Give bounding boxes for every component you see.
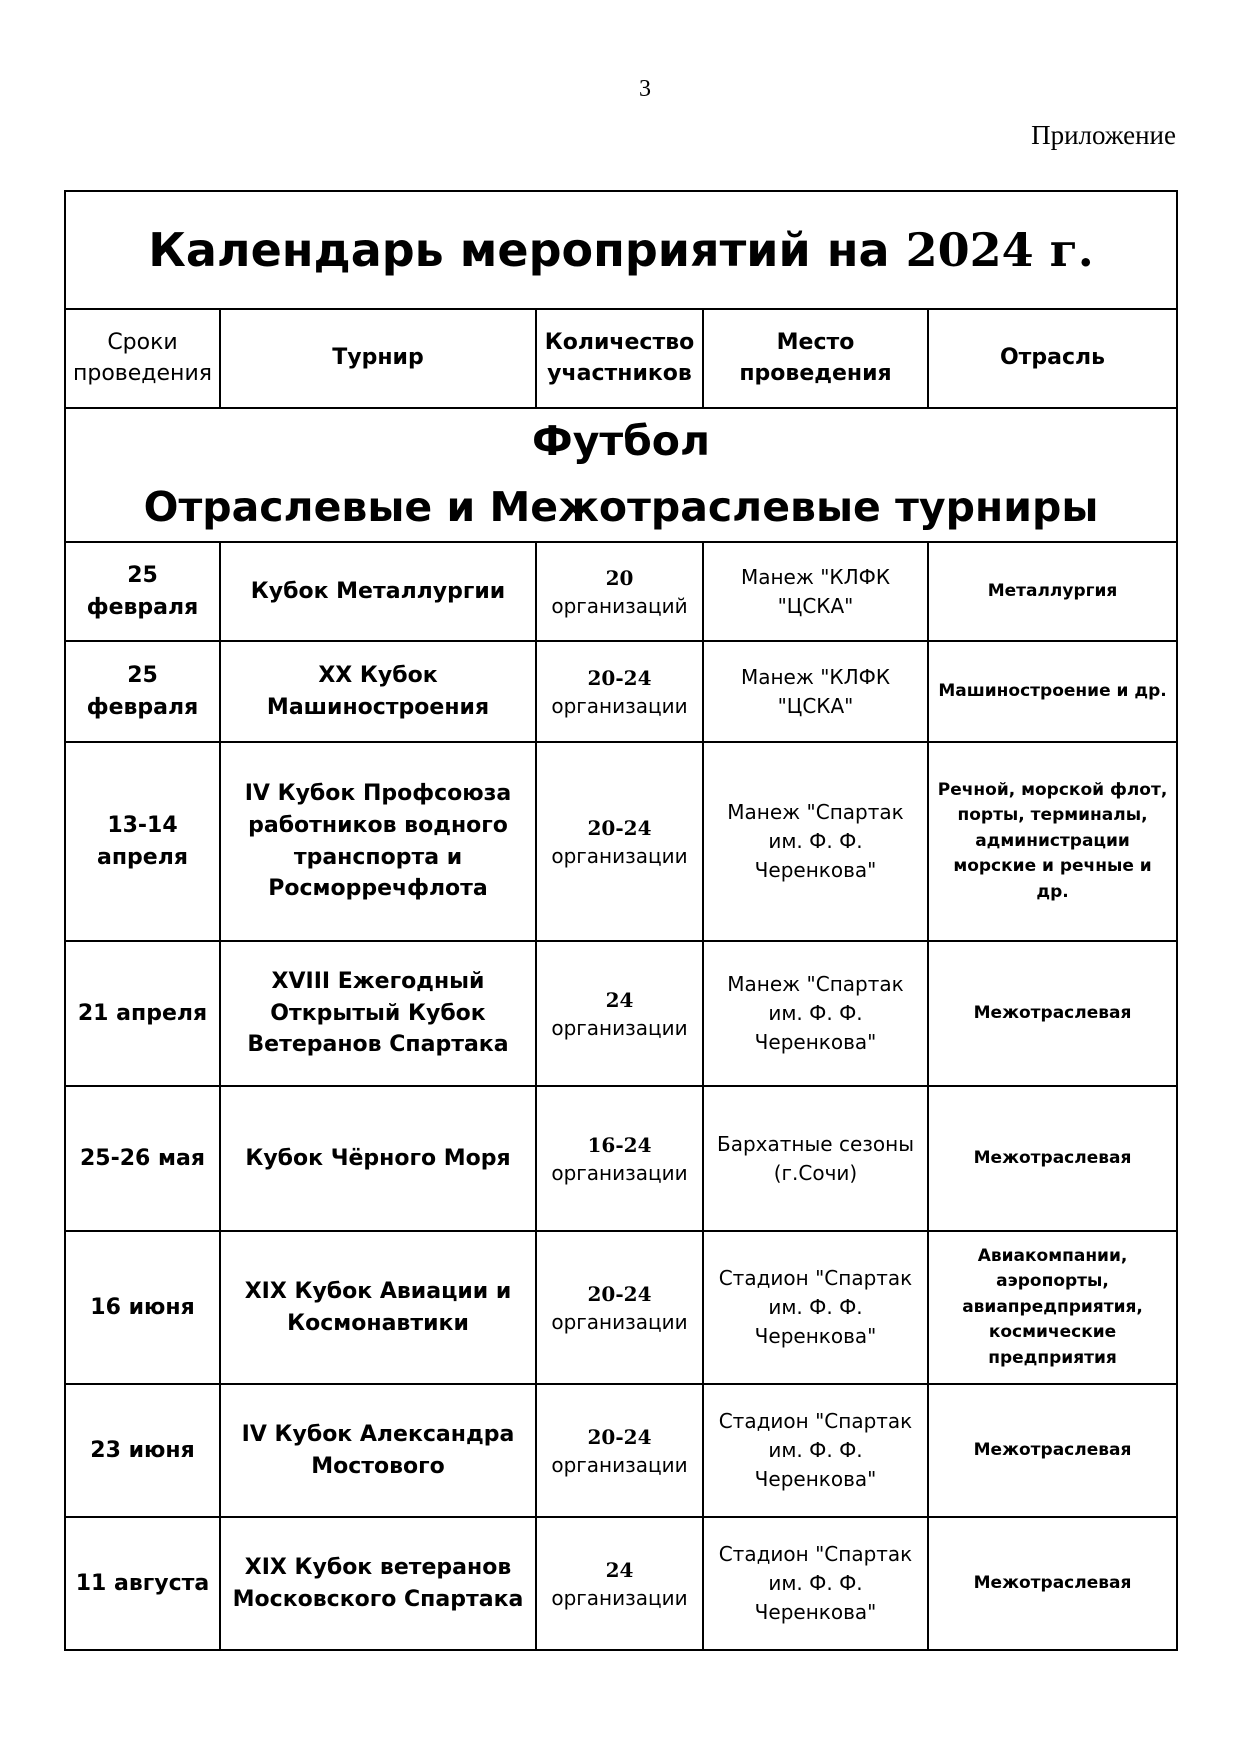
table-row <box>65 941 1177 1086</box>
participants-unit: организации <box>551 1585 688 1610</box>
participants-count: 24 <box>605 1557 634 1582</box>
table-row <box>65 1384 1177 1517</box>
event-date: 13-14 апреля <box>65 742 220 941</box>
participants-count: 20-24 <box>587 665 652 690</box>
event-tournament: Кубок Чёрного Моря <box>220 1086 536 1231</box>
event-participants <box>536 641 703 742</box>
event-industry: Авиакомпании, аэропорты, авиапредприятия, космические предприятия <box>928 1231 1177 1384</box>
column-header-participants: Количество участников <box>536 309 703 408</box>
participants-count: 20-24 <box>587 815 652 840</box>
participants-unit: организации <box>551 1160 688 1185</box>
event-date: 11 августа <box>65 1517 220 1650</box>
column-header-venue: Место проведения <box>703 309 928 408</box>
event-venue: Стадион "Спартак им. Ф. Ф. Черенкова" <box>703 1231 928 1384</box>
table-header-row <box>65 309 1177 408</box>
event-participants <box>536 542 703 641</box>
event-venue: Манеж "Спартак им. Ф. Ф. Черенкова" <box>703 742 928 941</box>
event-tournament: XIX Кубок ветеранов Московского Спартака <box>220 1517 536 1650</box>
event-industry: Межотраслевая <box>928 1517 1177 1650</box>
event-participants <box>536 1517 703 1650</box>
event-participants <box>536 941 703 1086</box>
participants-unit: организации <box>551 843 688 868</box>
participants-count: 24 <box>605 987 634 1012</box>
event-participants <box>536 1231 703 1384</box>
participants-unit: организации <box>551 1309 688 1334</box>
event-venue: Стадион "Спартак им. Ф. Ф. Черенкова" <box>703 1384 928 1517</box>
event-date: 25 февраля <box>65 542 220 641</box>
event-industry: Межотраслевая <box>928 1086 1177 1231</box>
table-row <box>65 1517 1177 1650</box>
calendar-title <box>65 191 1177 309</box>
event-industry: Речной, морской флот, порты, терминалы, администрации морские и речные и др. <box>928 742 1177 941</box>
section-heading <box>65 408 1177 542</box>
calendar-title-text: Календарь мероприятий на <box>148 223 890 277</box>
event-tournament: XIX Кубок Авиации и Космонавтики <box>220 1231 536 1384</box>
table-row <box>65 641 1177 742</box>
event-tournament: Кубок Металлургии <box>220 542 536 641</box>
participants-unit: организации <box>551 693 688 718</box>
event-industry: Машиностроение и др. <box>928 641 1177 742</box>
participants-unit: организаций <box>551 593 688 618</box>
appendix-label: Приложение <box>1031 120 1176 150</box>
event-date: 25 февраля <box>65 641 220 742</box>
participants-count: 20-24 <box>587 1424 652 1449</box>
section-subtitle: Отраслевые и Межотраслевые турниры <box>143 483 1099 531</box>
event-participants <box>536 1086 703 1231</box>
event-tournament: XVIII Ежегодный Открытый Кубок Ветеранов Спартака <box>220 941 536 1086</box>
event-venue: Манеж "Спартак им. Ф. Ф. Черенкова" <box>703 941 928 1086</box>
event-venue: Бархатные сезоны (г.Сочи) <box>703 1086 928 1231</box>
participants-unit: организации <box>551 1015 688 1040</box>
event-industry: Металлургия <box>928 542 1177 641</box>
table-row <box>65 1231 1177 1384</box>
participants-count: 16-24 <box>587 1132 652 1157</box>
table-row <box>65 1086 1177 1231</box>
event-tournament: XX Кубок Машиностроения <box>220 641 536 742</box>
event-tournament: IV Кубок Профсоюза работников водного транспорта и Росморречфлота <box>220 742 536 941</box>
calendar-title-year: 2024 г. <box>905 223 1094 277</box>
event-industry: Межотраслевая <box>928 1384 1177 1517</box>
column-header-tournament: Турнир <box>220 309 536 408</box>
event-industry: Межотраслевая <box>928 941 1177 1086</box>
participants-unit: организации <box>551 1452 688 1477</box>
event-venue: Манеж "КЛФК "ЦСКА" <box>703 641 928 742</box>
event-venue: Манеж "КЛФК "ЦСКА" <box>703 542 928 641</box>
event-tournament: IV Кубок Александра Мостового <box>220 1384 536 1517</box>
event-date: 25-26 мая <box>65 1086 220 1231</box>
participants-count: 20-24 <box>587 1281 652 1306</box>
event-date: 16 июня <box>65 1231 220 1384</box>
page-number: 3 <box>639 76 651 102</box>
event-date: 21 апреля <box>65 941 220 1086</box>
table-row <box>65 742 1177 941</box>
event-participants <box>536 742 703 941</box>
table-row <box>65 542 1177 641</box>
event-venue: Стадион "Спартак им. Ф. Ф. Черенкова" <box>703 1517 928 1650</box>
participants-count: 20 <box>605 565 634 590</box>
column-header-dates: Сроки проведения <box>65 309 220 408</box>
event-participants <box>536 1384 703 1517</box>
column-header-industry: Отрасль <box>928 309 1177 408</box>
section-sport: Футбол <box>532 417 711 466</box>
events-calendar-table <box>64 190 1178 1651</box>
event-date: 23 июня <box>65 1384 220 1517</box>
